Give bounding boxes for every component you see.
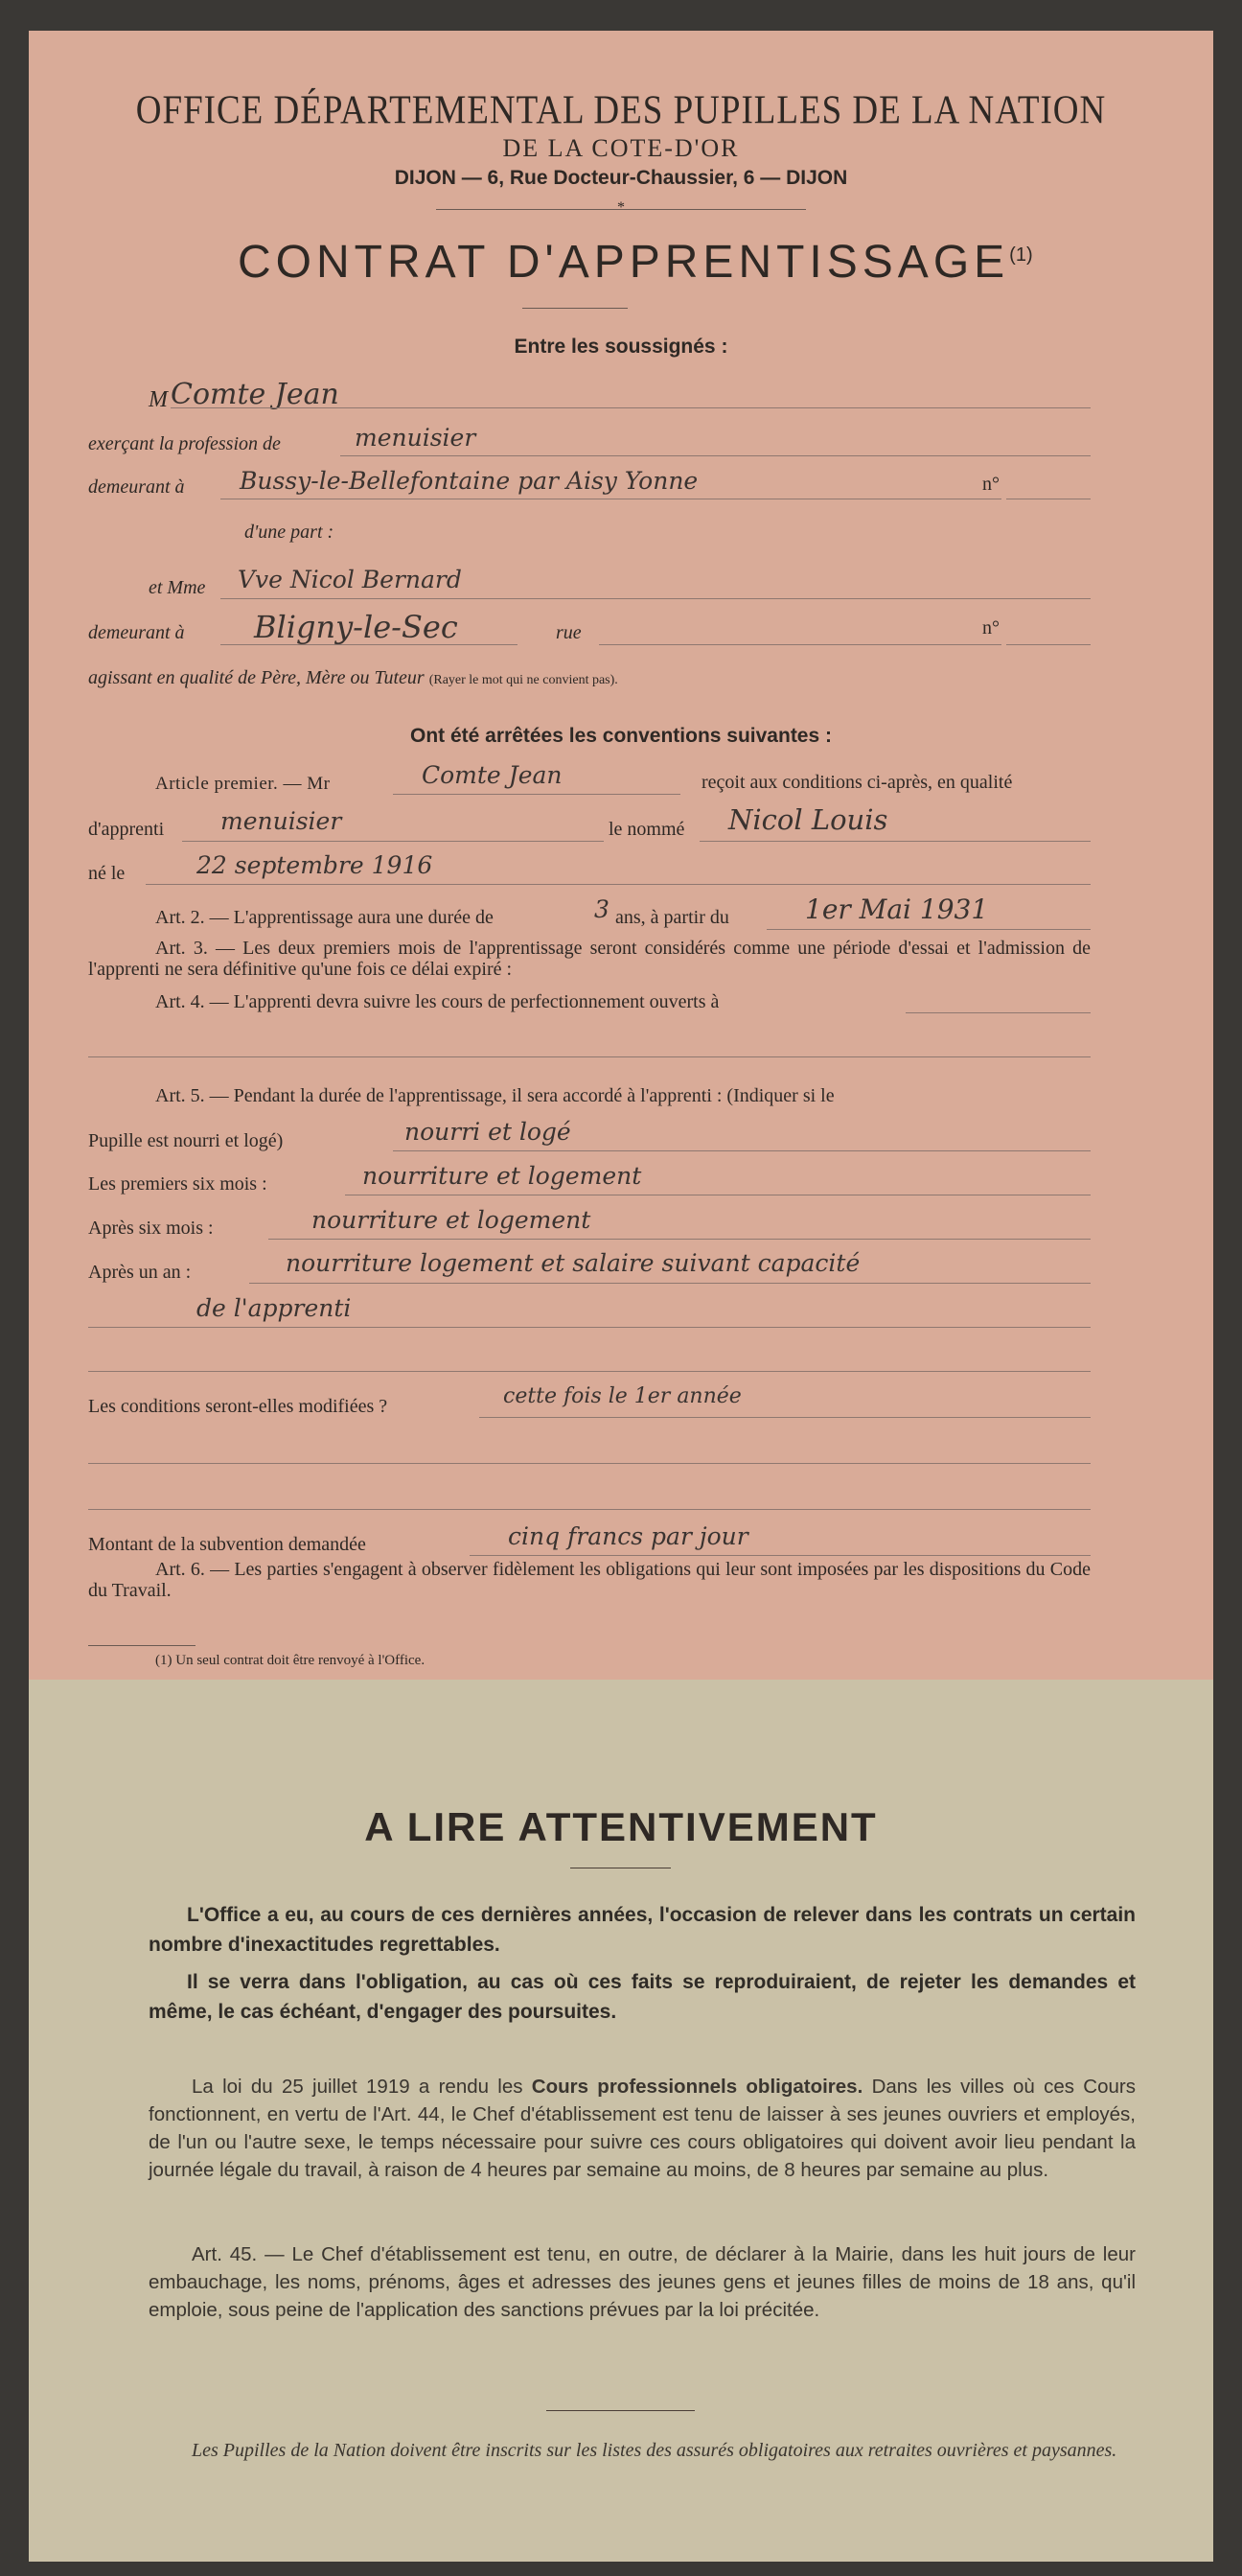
apprentice-name: Nicol Louis: [728, 803, 888, 836]
subsidy-value: cinq francs par jour: [508, 1522, 748, 1550]
birth-date: 22 septembre 1916: [196, 851, 433, 879]
guardian-name: Vve Nicol Bernard: [238, 566, 462, 593]
address-value-2: Bligny-le-Sec: [254, 609, 458, 645]
department: DE LA COTE-D'OR: [502, 134, 740, 162]
profession-label: exerçant la profession de: [88, 433, 281, 454]
notice-section: [29, 1680, 1213, 2562]
field-line: [88, 1371, 1091, 1372]
field-line: [88, 1509, 1091, 1510]
intro-text: Entre les soussignés :: [514, 336, 728, 358]
birth-label: né le: [88, 863, 126, 884]
housing-value: nourri et logé: [404, 1118, 571, 1146]
after-one-year-value: nourriture logement et salaire suivant capacité: [286, 1249, 861, 1277]
footnote-rule: [88, 1645, 196, 1646]
notice-paragraph-4: Art. 45. — Le Chef d'établissement est tenu, en outre, de déclarer à la Mairie, dans les huit jours de leur embauchage, les noms, prénoms, âges et adresses des jeunes gens et jeunes filles de moins de 18 ans, qu'il emploie, sous peine de l'application des sanctions prévues par la loi précitée.: [149, 2243, 1136, 2321]
profession-value: menuisier: [355, 424, 476, 452]
field-line: [393, 794, 680, 795]
apprentice-trade: menuisier: [220, 807, 342, 835]
article-1-master: Comte Jean: [422, 761, 563, 789]
field-line: [171, 407, 1091, 408]
after-six-months-value: nourriture et logement: [311, 1206, 591, 1234]
field-line: [1006, 644, 1091, 645]
apprentice-name-label: le nommé: [609, 819, 685, 840]
field-line: [249, 1283, 1091, 1284]
notice-divider: [546, 2410, 695, 2411]
notice-title: A LIRE ATTENTIVEMENT: [364, 1804, 878, 1849]
asterisk-ornament: *: [617, 199, 625, 216]
article-1-text: reçoit aux conditions ci-après, en qualité: [702, 772, 1013, 793]
master-name: Comte Jean: [171, 378, 339, 411]
conditions-modified-label: Les conditions seront-elles modifiées ?: [88, 1396, 388, 1417]
capacity-line: agissant en qualité de Père, Mère ou Tuteur (Rayer le mot qui ne convient pas).: [88, 667, 618, 688]
article-4: Art. 4. — L'apprenti devra suivre les cours de perfectionnement ouverts à: [155, 991, 720, 1012]
field-line: [906, 1012, 1091, 1013]
office-title: OFFICE DÉPARTEMENTAL DES PUPILLES DE LA NATION: [135, 87, 1107, 134]
notice-paragraph-2: Il se verra dans l'obligation, au cas où ces faits se reproduiraient, de rejeter les demandes et même, le cas échéant, d'engager des poursuites.: [149, 1971, 1136, 2023]
field-line: [599, 644, 1001, 645]
conventions-heading: Ont été arrêtées les conventions suivantes :: [410, 725, 832, 747]
notice-paragraph-5: Les Pupilles de la Nation doivent être inscrits sur les listes des assurés obligatoires aux retraites ouvrières et paysannes.: [192, 2440, 1117, 2461]
field-line: [470, 1555, 1091, 1556]
article-2-text-b: ans, à partir du: [615, 907, 729, 928]
after-one-year-value-2: de l'apprenti: [196, 1294, 352, 1322]
address-value-1: Bussy-le-Bellefontaine par Aisy Yonne: [240, 467, 699, 495]
field-line: [88, 1056, 1091, 1057]
street-label: rue: [556, 622, 582, 643]
field-line: [700, 841, 1091, 842]
after-one-year-label: Après un an :: [88, 1262, 192, 1283]
mme-prefix: et Mme: [149, 577, 206, 598]
field-line: [340, 455, 1091, 456]
article-2-text-a: Art. 2. — L'apprentissage aura une durée de: [155, 907, 494, 928]
duration-years: 3: [594, 895, 610, 923]
contract-form: [29, 31, 1213, 1680]
first-six-months-value: nourriture et logement: [362, 1162, 642, 1190]
field-line: [182, 841, 604, 842]
title-ornament: [522, 308, 628, 309]
article-6: Art. 6. — Les parties s'engagent à observer fidèlement les obligations qui leur sont imposées par les dispositions du Code du Travail.: [88, 1559, 1091, 1601]
article-5-text: Art. 5. — Pendant la durée de l'apprentissage, il sera accordé à l'apprenti : (Indiquer si le: [155, 1085, 835, 1106]
field-line: [268, 1239, 1091, 1240]
housing-label: Pupille est nourri et logé): [88, 1130, 284, 1151]
field-line: [220, 598, 1091, 599]
field-line: [393, 1150, 1091, 1151]
first-party-label: d'une part :: [244, 522, 334, 543]
address-label-2: demeurant à: [88, 622, 185, 643]
m-prefix: M: [149, 387, 168, 412]
article-1-label: Article premier. — Mr: [155, 774, 331, 794]
field-line: [479, 1417, 1091, 1418]
subsidy-label: Montant de la subvention demandée: [88, 1534, 366, 1555]
field-line: [220, 644, 518, 645]
first-six-months-label: Les premiers six mois :: [88, 1173, 267, 1195]
number-label: n°: [982, 474, 1000, 495]
document-sheet: [29, 31, 1213, 2562]
conditions-modified-value: cette fois le 1er année: [503, 1384, 742, 1408]
start-date: 1er Mai 1931: [805, 893, 989, 925]
field-line: [146, 884, 1091, 885]
field-line: [88, 1327, 1091, 1328]
field-line: [88, 1463, 1091, 1464]
after-six-months-label: Après six mois :: [88, 1218, 214, 1239]
notice-paragraph-1: L'Office a eu, au cours de ces dernières années, l'occasion de relever dans les contrats un certain nombre d'inexactitudes regrettables.: [149, 1904, 1136, 1956]
notice-paragraph-3: La loi du 25 juillet 1919 a rendu les Cours professionnels obligatoires. Dans les villes où ces Cours fonctionnent, en vertu de l'Art. 44, le Chef d'établissement est tenu de laisser à ses jeunes ouvriers et employés, de l'un ou l'autre sexe, le temps nécessaire pour suivre ces cours obligatoires qui doivent avoir lieu pendant la journée légale du travail, à raison de 4 heures par semaine au moins, de 8 heures par semaine au plus.: [149, 2076, 1136, 2181]
apprentice-label: d'apprenti: [88, 819, 165, 840]
field-line: [767, 929, 1091, 930]
number-label-2: n°: [982, 617, 1000, 638]
office-address: DIJON — 6, Rue Docteur-Chaussier, 6 — DIJON: [394, 167, 848, 189]
article-3: Art. 3. — Les deux premiers mois de l'apprentissage seront considérés comme une période d'essai et l'admission de l'apprenti ne sera définitive qu'une fois ce délai expiré :: [88, 938, 1091, 980]
footnote: (1) Un seul contrat doit être renvoyé à l'Office.: [155, 1653, 426, 1668]
address-label-1: demeurant à: [88, 476, 185, 498]
contract-title: CONTRAT D'APPRENTISSAGE$^{(1)}$: [238, 237, 1033, 288]
